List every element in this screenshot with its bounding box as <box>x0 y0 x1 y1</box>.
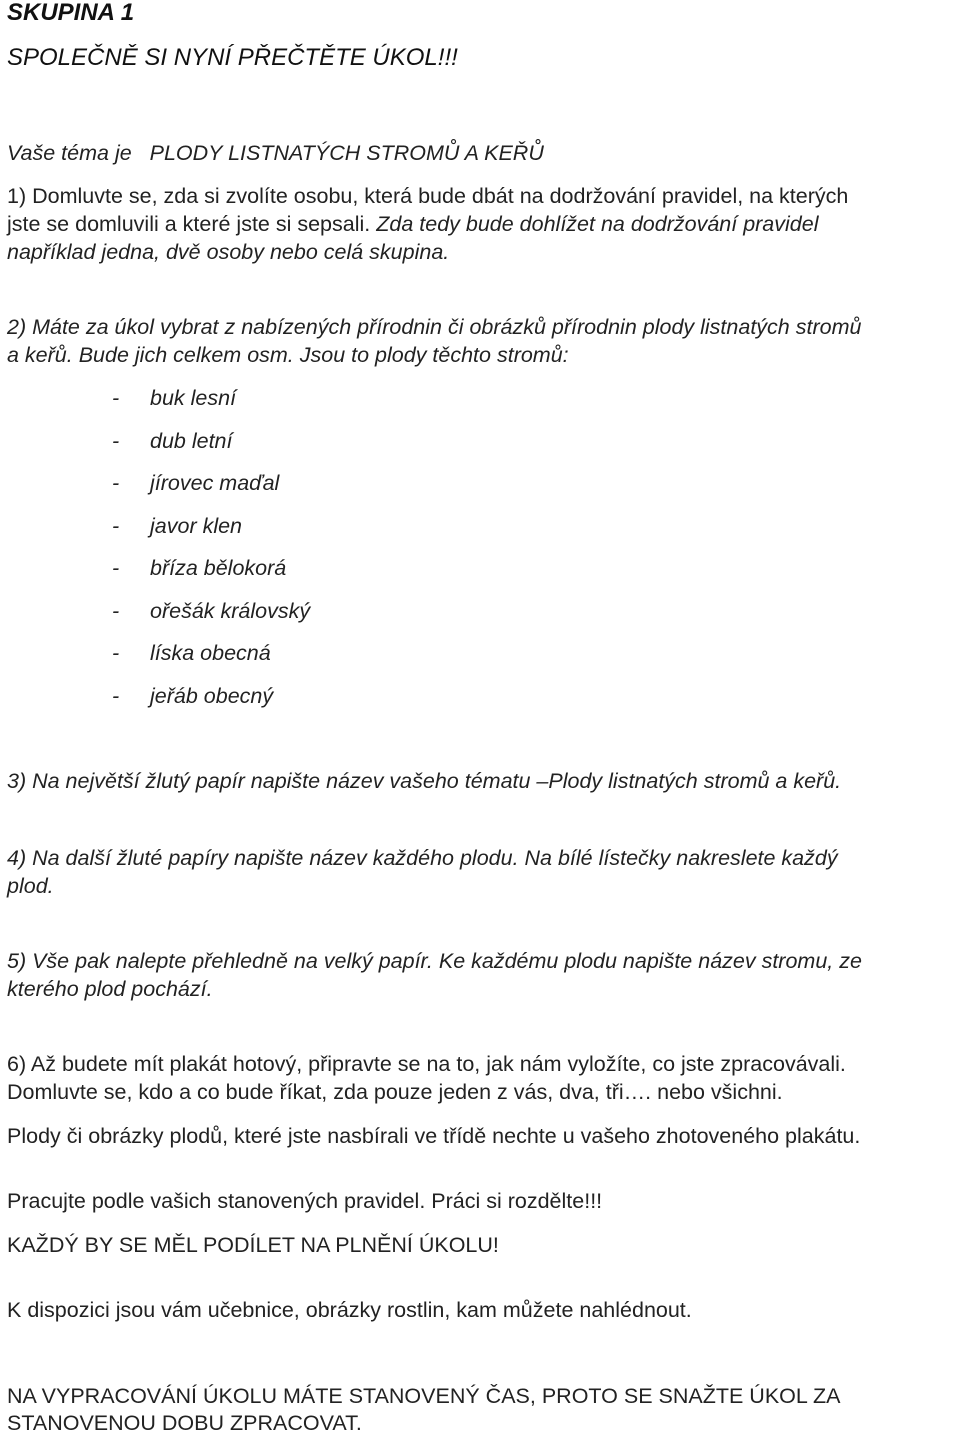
list-item-label: jírovec maďal <box>150 471 280 495</box>
list-item-label: dub letní <box>150 429 233 453</box>
topic-name: PLODY LISTNATÝCH STROMŮ A KEŘŮ <box>149 141 544 165</box>
note-everyone: KAŽDÝ BY SE MĚL PODÍLET NA PLNĚNÍ ÚKOLU! <box>7 1233 499 1257</box>
list-item-label: bříza bělokorá <box>150 556 287 580</box>
task3-line: 3) Na největší žlutý papír napište název vašeho tématu –Plody listnatých stromů a keřů. <box>7 769 842 793</box>
task6-line1: 6) Až budete mít plakát hotový, připravte se na to, jak nám vyložíte, co jste zpracovávali. <box>7 1052 846 1076</box>
task1-line2-normal: jste se domluvili a které jste si sepsali. <box>7 212 371 236</box>
list-item <box>112 598 310 624</box>
task1-line1: 1) Domluvte se, zda si zvolíte osobu, která bude dbát na dodržování pravidel, na kterých <box>7 184 849 208</box>
task2-line2: a keřů. Bude jich celkem osm. Jsou to plody těchto stromů: <box>7 343 569 367</box>
list-item <box>112 683 273 709</box>
task1-line2-italic: Zda tedy bude dohlížet na dodržování pravidel <box>370 212 819 236</box>
list-item-label: ořešák královský <box>150 599 311 623</box>
list-item-label: líska obecná <box>150 641 271 665</box>
page-subtitle: SPOLEČNĚ SI NYNÍ PŘEČTĚTE ÚKOL!!! <box>7 44 458 71</box>
page-title: SKUPINA 1 <box>7 0 135 26</box>
topic-line <box>7 140 544 166</box>
list-dash: - <box>112 514 120 538</box>
task6-line2: Domluvte se, kdo a co bude říkat, zda pouze jeden z vás, dva, tři…. nebo všichni. <box>7 1080 783 1104</box>
list-dash: - <box>112 429 120 453</box>
task2-line1: 2) Máte za úkol vybrat z nabízených přírodnin či obrázků přírodnin plody listnatých stromů <box>7 315 862 339</box>
topic-prefix: Vaše téma je <box>7 141 132 165</box>
note-rules: Pracujte podle vašich stanovených pravidel. Práci si rozdělte!!! <box>7 1189 603 1213</box>
note-books: K dispozici jsou vám učebnice, obrázky rostlin, kam můžete nahlédnout. <box>7 1298 692 1322</box>
list-item <box>112 640 271 666</box>
list-item <box>112 555 286 581</box>
list-dash: - <box>112 556 120 580</box>
list-item-label: buk lesní <box>150 386 237 410</box>
list-dash: - <box>112 471 120 495</box>
note-fruits: Plody či obrázky plodů, které jste nasbírali ve třídě nechte u vašeho zhotoveného plakátu. <box>7 1124 861 1148</box>
list-item-label: jeřáb obecný <box>150 684 274 708</box>
list-item <box>112 470 279 496</box>
list-dash: - <box>112 386 120 410</box>
list-item <box>112 513 242 539</box>
task5-line1: 5) Vše pak nalepte přehledně na velký papír. Ke každému plodu napište název stromu, ze <box>7 949 862 973</box>
list-dash: - <box>112 599 120 623</box>
list-item <box>112 385 236 411</box>
list-item-label: javor klen <box>150 514 243 538</box>
deadline-line2: STANOVENOU DOBU ZPRACOVAT. <box>7 1411 362 1435</box>
task5-line2: kterého plod pochází. <box>7 977 213 1001</box>
task1-line2 <box>7 211 818 237</box>
list-item <box>112 428 232 454</box>
task1-line3: například jedna, dvě osoby nebo celá skupina. <box>7 240 450 264</box>
list-dash: - <box>112 684 120 708</box>
task4-line2: plod. <box>7 874 54 898</box>
deadline-line1: NA VYPRACOVÁNÍ ÚKOLU MÁTE STANOVENÝ ČAS, PROTO SE SNAŽTE ÚKOL ZA <box>7 1384 841 1408</box>
task4-line1: 4) Na další žluté papíry napište název každého plodu. Na bílé lístečky nakreslete každý <box>7 846 838 870</box>
list-dash: - <box>112 641 120 665</box>
